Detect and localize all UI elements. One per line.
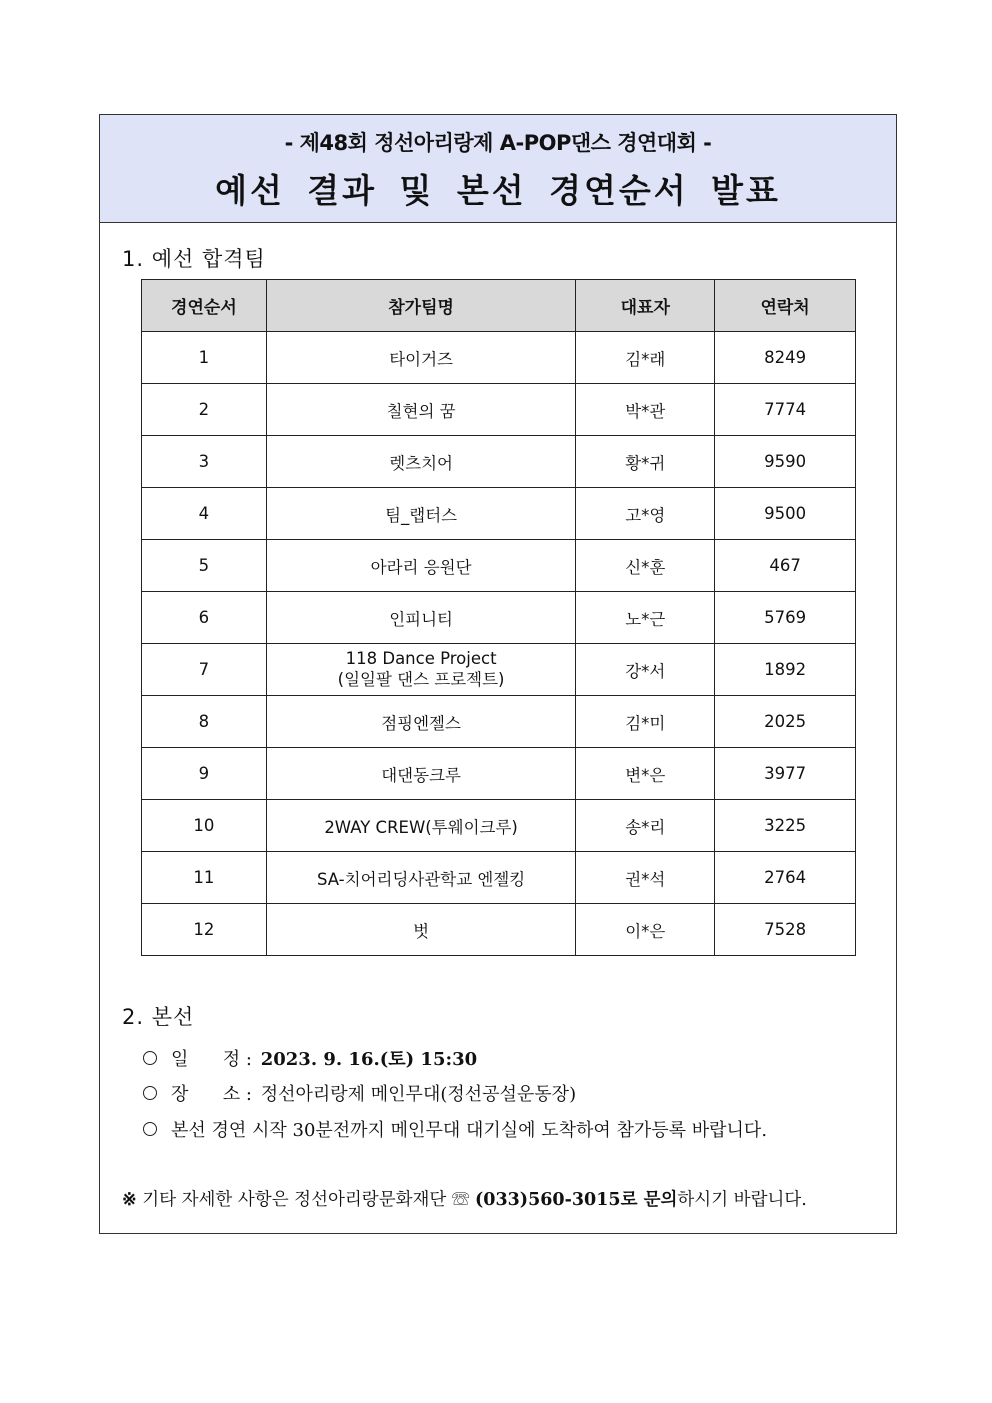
cell-contact: 3225 bbox=[715, 800, 856, 852]
column-header-team: 참가팀명 bbox=[266, 280, 576, 332]
notice-text: 본선 경연 시작 30분전까지 메인무대 대기실에 도착하여 참가등록 바랍니다. bbox=[171, 1120, 768, 1141]
cell-order: 4 bbox=[142, 488, 267, 540]
column-header-representative: 대표자 bbox=[576, 280, 715, 332]
cell-order: 3 bbox=[142, 436, 267, 488]
cell-representative: 황*귀 bbox=[576, 436, 715, 488]
bullet-circle-icon bbox=[143, 1086, 157, 1100]
cell-order: 11 bbox=[142, 852, 267, 904]
cell-order: 2 bbox=[142, 384, 267, 436]
table-row bbox=[142, 384, 856, 436]
cell-representative: 고*영 bbox=[576, 488, 715, 540]
date-label: 일 정 : bbox=[171, 1049, 252, 1070]
document-frame bbox=[99, 114, 897, 1234]
cell-team: 팀_랩터스 bbox=[266, 488, 576, 540]
cell-contact: 5769 bbox=[715, 592, 856, 644]
cell-order: 12 bbox=[142, 904, 267, 956]
column-header-contact: 연락처 bbox=[715, 280, 856, 332]
column-header-order: 경연순서 bbox=[142, 280, 267, 332]
place-label: 장 소 : bbox=[171, 1084, 252, 1105]
phone-icon: ☏ bbox=[451, 1190, 470, 1210]
bullet-circle-icon bbox=[143, 1051, 157, 1065]
cell-team bbox=[266, 644, 576, 696]
table-row bbox=[142, 488, 856, 540]
page-title: 예선 결과 및 본선 경연순서 발표 bbox=[215, 171, 781, 210]
table-row bbox=[142, 852, 856, 904]
cell-team: 대댄동크루 bbox=[266, 748, 576, 800]
date-item bbox=[143, 1045, 477, 1071]
cell-representative: 이*은 bbox=[576, 904, 715, 956]
reference-mark-icon: ※ bbox=[122, 1190, 137, 1210]
cell-contact: 1892 bbox=[715, 644, 856, 696]
table-row bbox=[142, 696, 856, 748]
cell-representative: 박*관 bbox=[576, 384, 715, 436]
cell-order: 5 bbox=[142, 540, 267, 592]
date-value: 2023. 9. 16.(토) 15:30 bbox=[260, 1049, 478, 1070]
table-row bbox=[142, 800, 856, 852]
event-subtitle: - 제48회 정선아리랑제 A-POP댄스 경연대회 - bbox=[284, 131, 712, 155]
cell-order: 10 bbox=[142, 800, 267, 852]
table-row bbox=[142, 436, 856, 488]
cell-representative: 김*미 bbox=[576, 696, 715, 748]
cell-contact: 2025 bbox=[715, 696, 856, 748]
cell-order: 8 bbox=[142, 696, 267, 748]
footnote-text: 기타 자세한 사항은 정선아리랑문화재단 bbox=[142, 1190, 447, 1210]
results-table bbox=[141, 279, 856, 956]
cell-order: 6 bbox=[142, 592, 267, 644]
cell-contact: 7528 bbox=[715, 904, 856, 956]
cell-representative: 강*서 bbox=[576, 644, 715, 696]
place-value: 정선아리랑제 메인무대(정선공설운동장) bbox=[260, 1084, 577, 1105]
cell-team: 2WAY CREW(투웨이크루) bbox=[266, 800, 576, 852]
footnote-text-end: 하시기 바랍니다. bbox=[677, 1190, 807, 1210]
table-row bbox=[142, 592, 856, 644]
table-header-row bbox=[142, 280, 856, 332]
section2-heading: 2. 본선 bbox=[122, 1005, 195, 1029]
team-name-line1: 118 Dance Project bbox=[345, 648, 497, 668]
bullet-circle-icon bbox=[143, 1122, 157, 1136]
cell-representative: 노*근 bbox=[576, 592, 715, 644]
table-row bbox=[142, 540, 856, 592]
cell-contact: 9500 bbox=[715, 488, 856, 540]
footnote-phone: (033)560-3015로 문의 bbox=[474, 1190, 678, 1210]
cell-team: 렛츠치어 bbox=[266, 436, 576, 488]
cell-representative: 송*리 bbox=[576, 800, 715, 852]
team-name-line2: (일일팔 댄스 프로젝트) bbox=[337, 669, 505, 689]
cell-contact: 8249 bbox=[715, 332, 856, 384]
cell-team: 점핑엔젤스 bbox=[266, 696, 576, 748]
cell-representative: 신*훈 bbox=[576, 540, 715, 592]
place-item bbox=[143, 1080, 576, 1106]
table-row bbox=[142, 332, 856, 384]
cell-team: 벗 bbox=[266, 904, 576, 956]
cell-contact: 7774 bbox=[715, 384, 856, 436]
table-row bbox=[142, 644, 856, 696]
cell-order: 7 bbox=[142, 644, 267, 696]
cell-contact: 467 bbox=[715, 540, 856, 592]
section1-heading: 1. 예선 합격팀 bbox=[122, 247, 266, 271]
table-row bbox=[142, 748, 856, 800]
cell-contact: 9590 bbox=[715, 436, 856, 488]
cell-team: 인피니티 bbox=[266, 592, 576, 644]
cell-order: 9 bbox=[142, 748, 267, 800]
cell-team: SA-치어리딩사관학교 엔젤킹 bbox=[266, 852, 576, 904]
cell-order: 1 bbox=[142, 332, 267, 384]
cell-team: 아라리 응원단 bbox=[266, 540, 576, 592]
results-table-body bbox=[142, 332, 856, 956]
table-row bbox=[142, 904, 856, 956]
footnote bbox=[122, 1186, 807, 1211]
cell-contact: 3977 bbox=[715, 748, 856, 800]
notice-item bbox=[143, 1116, 767, 1142]
cell-representative: 김*래 bbox=[576, 332, 715, 384]
cell-team: 칠현의 꿈 bbox=[266, 384, 576, 436]
cell-contact: 2764 bbox=[715, 852, 856, 904]
cell-representative: 변*은 bbox=[576, 748, 715, 800]
title-box bbox=[100, 115, 896, 223]
cell-team: 타이거즈 bbox=[266, 332, 576, 384]
cell-representative: 권*석 bbox=[576, 852, 715, 904]
